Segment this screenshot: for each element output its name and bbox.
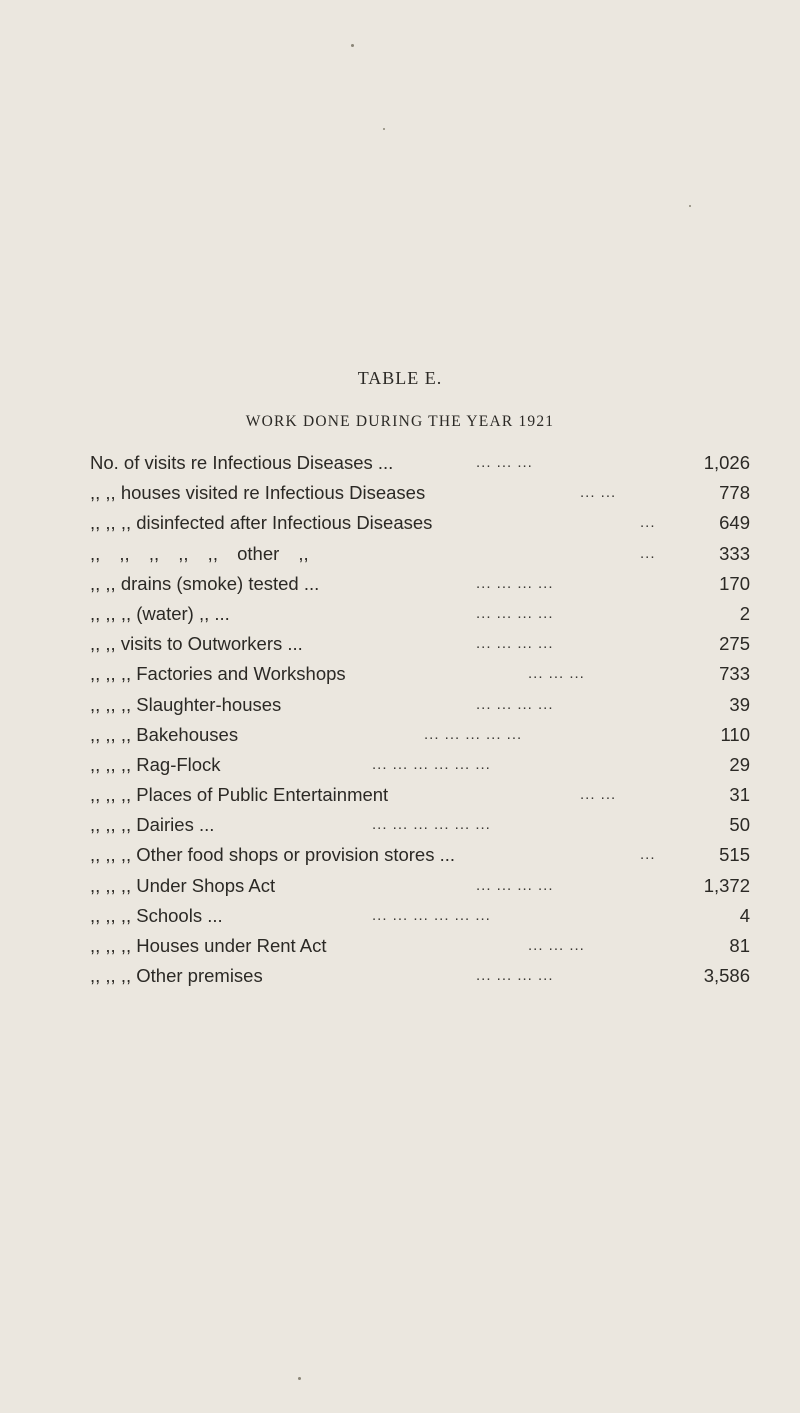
- row-label: ,, ,, ,, Places of Public Entertainment: [90, 784, 389, 806]
- row-value: 4: [739, 904, 750, 926]
- row-label: ,, ,, ,, Slaughter-houses: [90, 693, 282, 715]
- row-label: ,, ,, ,, Other food shops or provision stores ...: [90, 844, 456, 866]
- table-row: [90, 750, 750, 780]
- table-row: [90, 871, 750, 901]
- row-label: No. of visits re Infectious Diseases ...: [90, 452, 394, 473]
- paper-speck: [298, 1377, 301, 1380]
- row-leader: ... ... ... ...: [476, 967, 554, 985]
- table-row: [90, 539, 750, 569]
- row-leader: ... ... ... ... ... ...: [372, 755, 491, 773]
- table-row: [90, 569, 750, 599]
- row-value: 81: [729, 935, 750, 956]
- row-leader: ... ... ... ... ... ...: [372, 816, 491, 834]
- row-leader: ...: [640, 514, 656, 532]
- row-value: 170: [719, 572, 750, 594]
- table-title: TABLE E.: [357, 368, 443, 388]
- row-label: ,, ,, ,, disinfected after Infectious Diseases: [90, 512, 433, 534]
- row-value: 733: [719, 663, 750, 685]
- row-leader: ... ... ... ...: [476, 695, 554, 713]
- row-value: 39: [729, 693, 750, 715]
- row-leader: ... ... ...: [528, 665, 585, 683]
- row-leader: ... ... ...: [528, 937, 585, 954]
- row-value: 1,026: [703, 452, 750, 473]
- row-value: 778: [719, 482, 750, 504]
- row-value: 333: [719, 542, 750, 564]
- row-label: ,, ,, ,, Other premises: [90, 965, 263, 987]
- row-leader: ... ... ... ...: [476, 635, 554, 653]
- row-value: 110: [720, 723, 750, 745]
- table-row: [90, 690, 750, 720]
- row-label: ,, ,, ,, Houses under Rent Act: [90, 935, 327, 956]
- table-row: [90, 629, 750, 659]
- row-leader: ... ...: [580, 484, 617, 502]
- row-leader: ... ... ... ...: [476, 574, 554, 592]
- table-row: [90, 780, 750, 810]
- row-label: ,, ,, ,, Rag-Flock: [90, 753, 221, 775]
- row-value: 1,372: [703, 874, 750, 896]
- table-row: [90, 448, 750, 478]
- row-leader: ... ... ... ... ... ...: [372, 906, 491, 924]
- row-value: 3,586: [703, 965, 750, 987]
- row-label: ,, ,, ,, Under Shops Act: [90, 874, 276, 896]
- paper-speck: [351, 44, 354, 47]
- row-leader: ... ... ... ...: [476, 876, 554, 894]
- table-row: [90, 720, 750, 750]
- row-leader: ...: [640, 544, 656, 562]
- row-label: ,, ,, ,, ,, ,, other ,,: [90, 542, 309, 564]
- table-row: [90, 659, 750, 689]
- row-leader: ... ... ...: [476, 454, 533, 471]
- table-subtitle: WORK DONE DURING THE YEAR 1921: [245, 413, 555, 430]
- row-label: ,, ,, houses visited re Infectious Diseases: [90, 482, 426, 504]
- row-label: ,, ,, ,, Schools ...: [90, 904, 223, 926]
- row-leader: ... ... ... ...: [476, 604, 554, 622]
- row-leader: ...: [640, 846, 656, 864]
- row-label: ,, ,, ,, Dairies ...: [90, 814, 215, 836]
- work-done-table: [90, 448, 750, 991]
- table-row: [90, 810, 750, 840]
- row-label: ,, ,, ,, (water) ,, ...: [90, 602, 230, 624]
- table-row: [90, 961, 750, 991]
- row-value: 29: [729, 753, 750, 775]
- table-row: [90, 478, 750, 508]
- paper-speck: [383, 128, 385, 130]
- row-label: ,, ,, ,, Bakehouses: [90, 723, 239, 745]
- row-value: 515: [719, 844, 750, 866]
- row-value: 2: [739, 602, 750, 624]
- row-label: ,, ,, drains (smoke) tested ...: [90, 572, 320, 594]
- table-row: [90, 508, 750, 538]
- row-value: 649: [719, 512, 750, 534]
- row-label: ,, ,, visits to Outworkers ...: [90, 633, 303, 655]
- row-leader: ... ...: [580, 786, 617, 804]
- row-value: 275: [719, 633, 750, 655]
- row-label: ,, ,, ,, Factories and Workshops: [90, 663, 346, 685]
- table-row: [90, 931, 750, 961]
- row-value: 31: [729, 784, 750, 806]
- table-row: [90, 901, 750, 931]
- table-row: [90, 599, 750, 629]
- row-leader: ... ... ... ... ...: [424, 725, 523, 743]
- row-value: 50: [729, 814, 750, 836]
- paper-speck: [689, 205, 691, 207]
- table-row: [90, 840, 750, 870]
